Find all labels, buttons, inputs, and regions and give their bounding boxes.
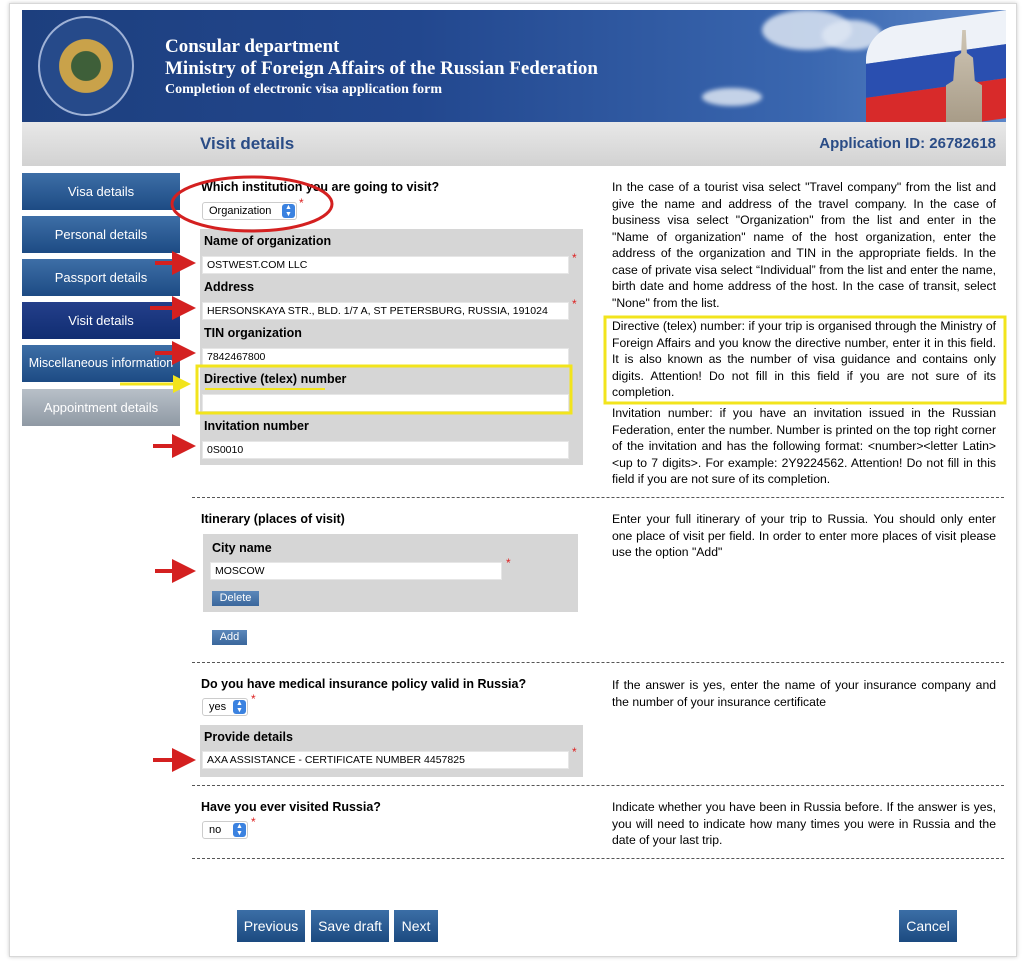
russian-flag-image [866,20,1006,122]
required-star: * [572,251,577,265]
divider [192,662,1004,663]
consular-emblem-logo [38,16,134,116]
city-name-label: City name [212,541,272,555]
divider [192,497,1004,498]
tin-input[interactable]: 7842467800 [202,348,569,366]
select-arrows-icon: ▲ ▼ [282,204,295,218]
directive-label: Directive (telex) number [204,372,347,386]
nav-appointment-details[interactable]: Appointment details [22,389,180,426]
nav-visa-details[interactable]: Visa details [22,173,180,210]
required-star: * [572,745,577,759]
select-arrows-icon: ▲ ▼ [233,823,246,837]
save-draft-button[interactable]: Save draft [311,910,389,942]
address-input[interactable]: HERSONSKAYA STR., BLD. 1/7 A, ST PETERSBURG, RUSSIA, 191024 [202,302,569,320]
help-visited: Indicate whether you have been in Russia before. If the answer is yes, you will need to indicate how many times you were in Russia and the date of your last trip. [612,800,996,847]
page-title: Visit details [200,134,295,153]
nav-miscellaneous-information[interactable]: Miscellaneous information [22,345,180,382]
required-star: * [251,815,256,829]
insurance-select-value: yes [209,701,227,713]
help-invitation: Invitation number: if you have an invitation issued in the Russian Federation, enter the number. Number is printed on the top right corner of the invitation and has the following format: <number><letter Latin><up to 7 digits>. For example: 2Y9224562. Attention! Do not fill in this field if you are not sure of its completion. [612,406,996,486]
tin-label: TIN organization [204,326,302,340]
org-name-input[interactable]: OSTWEST.COM LLC [202,256,569,274]
divider [192,785,1004,786]
required-star: * [506,556,511,570]
header-banner [22,10,1006,122]
divider [192,858,1004,859]
next-button[interactable]: Next [394,910,438,942]
help-institution: In the case of a tourist visa select "Travel company" from the list and give the name and address of the travel company. In the case of business visa select "Organization" from the list and enter in the "Name of organization" name of the host organization, enter the address of the organization and TIN in the appropriate fields. In the case of private visa select “Individual” from the list and enter the name, birth date and home address of the host. In the case of transit, select "None" from the list. [612,180,996,310]
help-directive: Directive (telex) number: if your trip is organised through the Ministry of Foreign Affairs and you know the directive number, enter it in this field. It is also known as the number of visa guidance and contains only digits. Attention! Do not fill in this field if you are not sure of its completion. [612,319,996,399]
invitation-label: Invitation number [204,419,309,433]
nav-personal-details[interactable]: Personal details [22,216,180,253]
add-city-button[interactable]: Add [212,630,247,645]
header-line1: Consular department [165,36,340,57]
institution-label: Which institution you are going to visit? [201,180,440,194]
insurance-label: Do you have medical insurance policy valid in Russia? [201,677,527,691]
cancel-button[interactable]: Cancel [899,910,957,942]
nav-visit-details[interactable]: Visit details [22,302,180,339]
help-itinerary: Enter your full itinerary of your trip to Russia. You should only enter one place of visit per field. In order to enter more places of visit please use the option "Add" [612,512,996,559]
previous-button[interactable]: Previous [237,910,305,942]
institution-select[interactable] [202,202,297,220]
application-id: Application ID: 26782618 [819,135,996,152]
required-star: * [299,196,304,210]
delete-city-button[interactable]: Delete [212,591,259,606]
header-line3: Completion of electronic visa application form [165,82,442,97]
title-bar [22,122,1006,166]
directive-input[interactable] [202,394,569,412]
required-star: * [251,692,256,706]
header-line2: Ministry of Foreign Affairs of the Russian Federation [165,58,598,79]
itinerary-label: Itinerary (places of visit) [201,512,345,526]
visited-label: Have you ever visited Russia? [201,800,381,814]
address-label: Address [204,280,255,294]
required-star: * [572,297,577,311]
visited-select[interactable] [202,821,248,839]
provide-details-label: Provide details [204,730,293,744]
city-name-input[interactable]: MOSCOW [210,562,502,580]
select-arrows-icon: ▲ ▼ [233,700,246,714]
invitation-input[interactable]: 0S0010 [202,441,569,459]
insurance-details-input[interactable]: AXA ASSISTANCE - CERTIFICATE NUMBER 4457825 [202,751,569,769]
org-name-label: Name of organization [204,234,332,248]
insurance-select[interactable] [202,698,248,716]
nav-passport-details[interactable]: Passport details [22,259,180,296]
institution-select-value: Organization [209,205,272,217]
visited-select-value: no [209,824,222,836]
help-insurance: If the answer is yes, enter the name of your insurance company and the number of your insurance certificate [612,678,996,709]
